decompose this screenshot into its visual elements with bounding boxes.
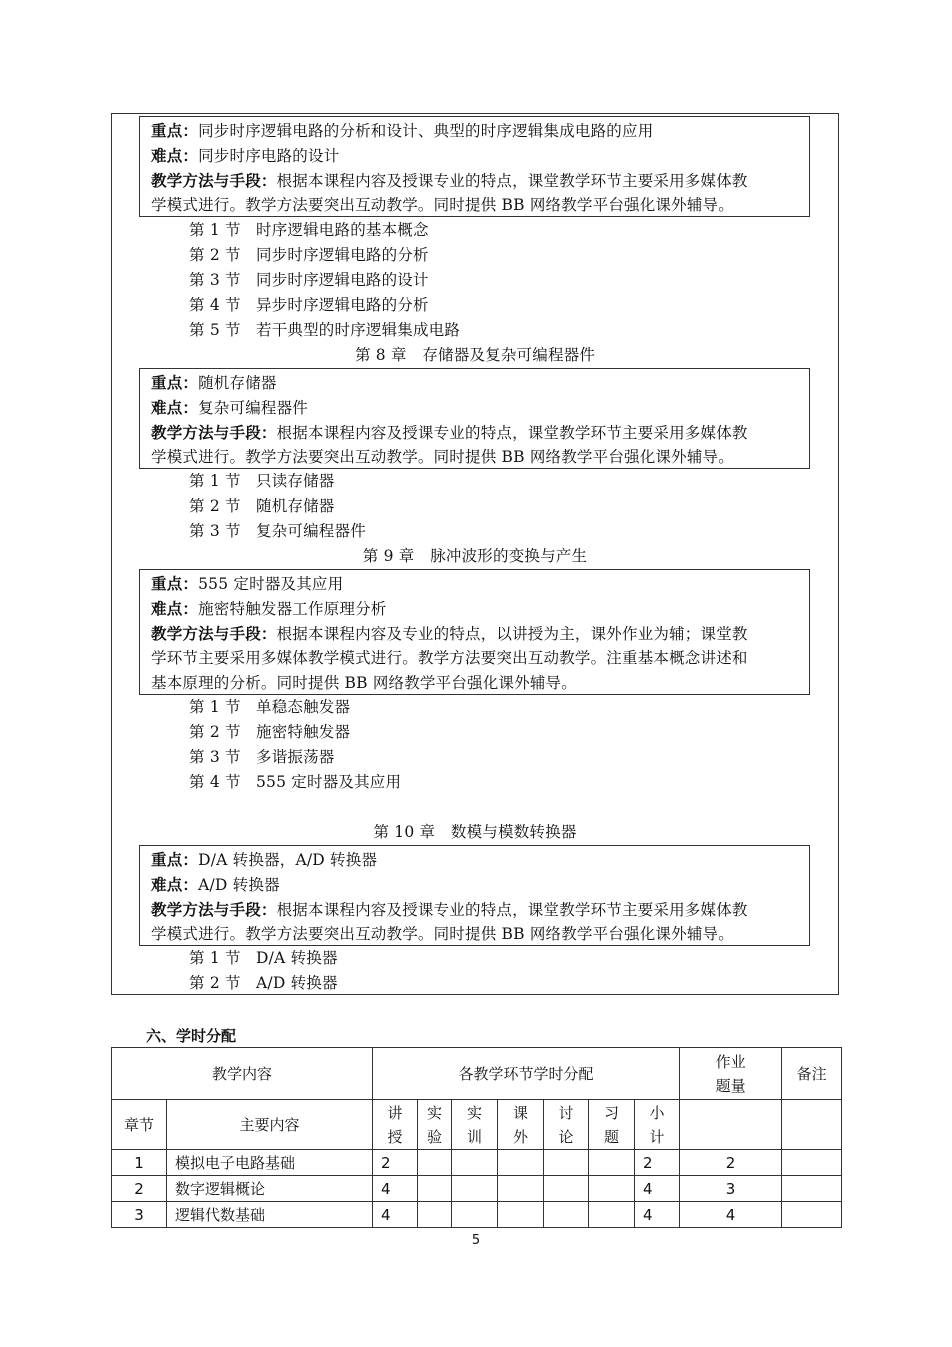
key-label: 重点： — [151, 850, 199, 869]
header-discussion: 讨 论 — [544, 1100, 589, 1150]
chapter-8-summary-box — [139, 368, 810, 469]
section-item: 第 3 节 同步时序逻辑电路的设计 — [189, 271, 429, 289]
key-points: D/A 转换器，A/D 转换器 — [198, 851, 378, 869]
header-main-content: 主要内容 — [167, 1100, 373, 1150]
method-text: 根据本课程内容及专业的特点，以讲授为主，课外作业为辅；课堂教 — [276, 625, 748, 643]
method-label: 教学方法与手段： — [151, 171, 277, 190]
header-lecture: 讲 授 — [373, 1100, 418, 1150]
chapter-7-summary-box — [139, 116, 810, 217]
method-text-cont: 学环节主要采用多媒体教学模式进行。教学方法要突出互动教学。注重基本概念讲述和 — [151, 649, 748, 667]
header-remark: 备注 — [782, 1048, 842, 1100]
difficulty-label: 难点： — [151, 599, 199, 618]
page-number: 5 — [471, 1233, 481, 1248]
hours-allocation-table — [111, 1047, 842, 1228]
header-homework: 作业 题量 — [680, 1048, 782, 1100]
chapter-9-summary-box — [139, 569, 810, 695]
section-item: 第 1 节 只读存储器 — [189, 472, 335, 490]
key-points: 随机存储器 — [198, 374, 277, 392]
method-label: 教学方法与手段： — [151, 423, 277, 442]
table-row: 1 模拟电子电路基础 2 2 2 — [112, 1150, 842, 1176]
header-training: 实 训 — [452, 1100, 498, 1150]
table-row: 3 逻辑代数基础 4 4 4 — [112, 1202, 842, 1228]
section-item: 第 1 节 单稳态触发器 — [189, 698, 351, 716]
section-item: 第 1 节 时序逻辑电路的基本概念 — [189, 221, 429, 239]
header-teaching-content: 教学内容 — [112, 1048, 373, 1100]
chapter-8-title: 第 8 章 存储器及复杂可编程器件 — [354, 346, 596, 364]
header-exercise: 习 题 — [589, 1100, 635, 1150]
section-item: 第 2 节 A/D 转换器 — [189, 974, 338, 992]
difficulty-label: 难点： — [151, 146, 199, 165]
section-item: 第 3 节 多谐振荡器 — [189, 748, 335, 766]
method-text-cont: 学模式进行。教学方法要突出互动教学。同时提供 BB 网络教学平台强化课外辅导。 — [151, 925, 734, 943]
header-extracurricular: 课 外 — [498, 1100, 544, 1150]
method-text-cont: 学模式进行。教学方法要突出互动教学。同时提供 BB 网络教学平台强化课外辅导。 — [151, 196, 734, 214]
method-text: 根据本课程内容及授课专业的特点，课堂教学环节主要采用多媒体教 — [276, 901, 748, 919]
difficulty-points: 施密特触发器工作原理分析 — [198, 600, 387, 618]
difficulty-points: 同步时序电路的设计 — [198, 147, 340, 165]
method-label: 教学方法与手段： — [151, 900, 277, 919]
section-item: 第 4 节 异步时序逻辑电路的分析 — [189, 296, 429, 314]
section-item: 第 2 节 同步时序逻辑电路的分析 — [189, 246, 429, 264]
difficulty-points: 复杂可编程器件 — [198, 399, 309, 417]
section-item: 第 1 节 D/A 转换器 — [189, 949, 338, 967]
header-subtotal: 小 计 — [635, 1100, 680, 1150]
method-text: 根据本课程内容及授课专业的特点，课堂教学环节主要采用多媒体教 — [276, 424, 748, 442]
difficulty-label: 难点： — [151, 398, 199, 417]
section-item: 第 3 节 复杂可编程器件 — [189, 522, 366, 540]
key-points: 同步时序逻辑电路的分析和设计、典型的时序逻辑集成电路的应用 — [198, 122, 654, 140]
section-item: 第 2 节 施密特触发器 — [189, 723, 351, 741]
section-item: 第 2 节 随机存储器 — [189, 497, 335, 515]
table-row: 2 数字逻辑概论 4 4 3 — [112, 1176, 842, 1202]
section-item: 第 4 节 555 定时器及其应用 — [189, 773, 402, 791]
key-points: 555 定时器及其应用 — [198, 575, 344, 593]
key-label: 重点： — [151, 574, 199, 593]
difficulty-points: A/D 转换器 — [198, 876, 280, 894]
header-experiment: 实 验 — [418, 1100, 452, 1150]
difficulty-label: 难点： — [151, 875, 199, 894]
header-chapter: 章节 — [112, 1100, 167, 1150]
chapter-9-title: 第 9 章 脉冲波形的变换与产生 — [362, 547, 588, 565]
section-6-heading: 六、学时分配 — [146, 1027, 237, 1045]
method-text: 根据本课程内容及授课专业的特点，课堂教学环节主要采用多媒体教 — [276, 172, 748, 190]
header-hours-allocation: 各教学环节学时分配 — [373, 1048, 680, 1100]
chapter-10-title: 第 10 章 数模与模数转换器 — [373, 823, 577, 841]
method-text-cont: 学模式进行。教学方法要突出互动教学。同时提供 BB 网络教学平台强化课外辅导。 — [151, 448, 734, 466]
key-label: 重点： — [151, 121, 199, 140]
method-label: 教学方法与手段： — [151, 624, 277, 643]
key-label: 重点： — [151, 373, 199, 392]
method-text-cont: 基本原理的分析。同时提供 BB 网络教学平台强化课外辅导。 — [151, 674, 577, 692]
section-item: 第 5 节 若干典型的时序逻辑集成电路 — [189, 321, 461, 339]
chapter-10-summary-box — [139, 845, 810, 946]
